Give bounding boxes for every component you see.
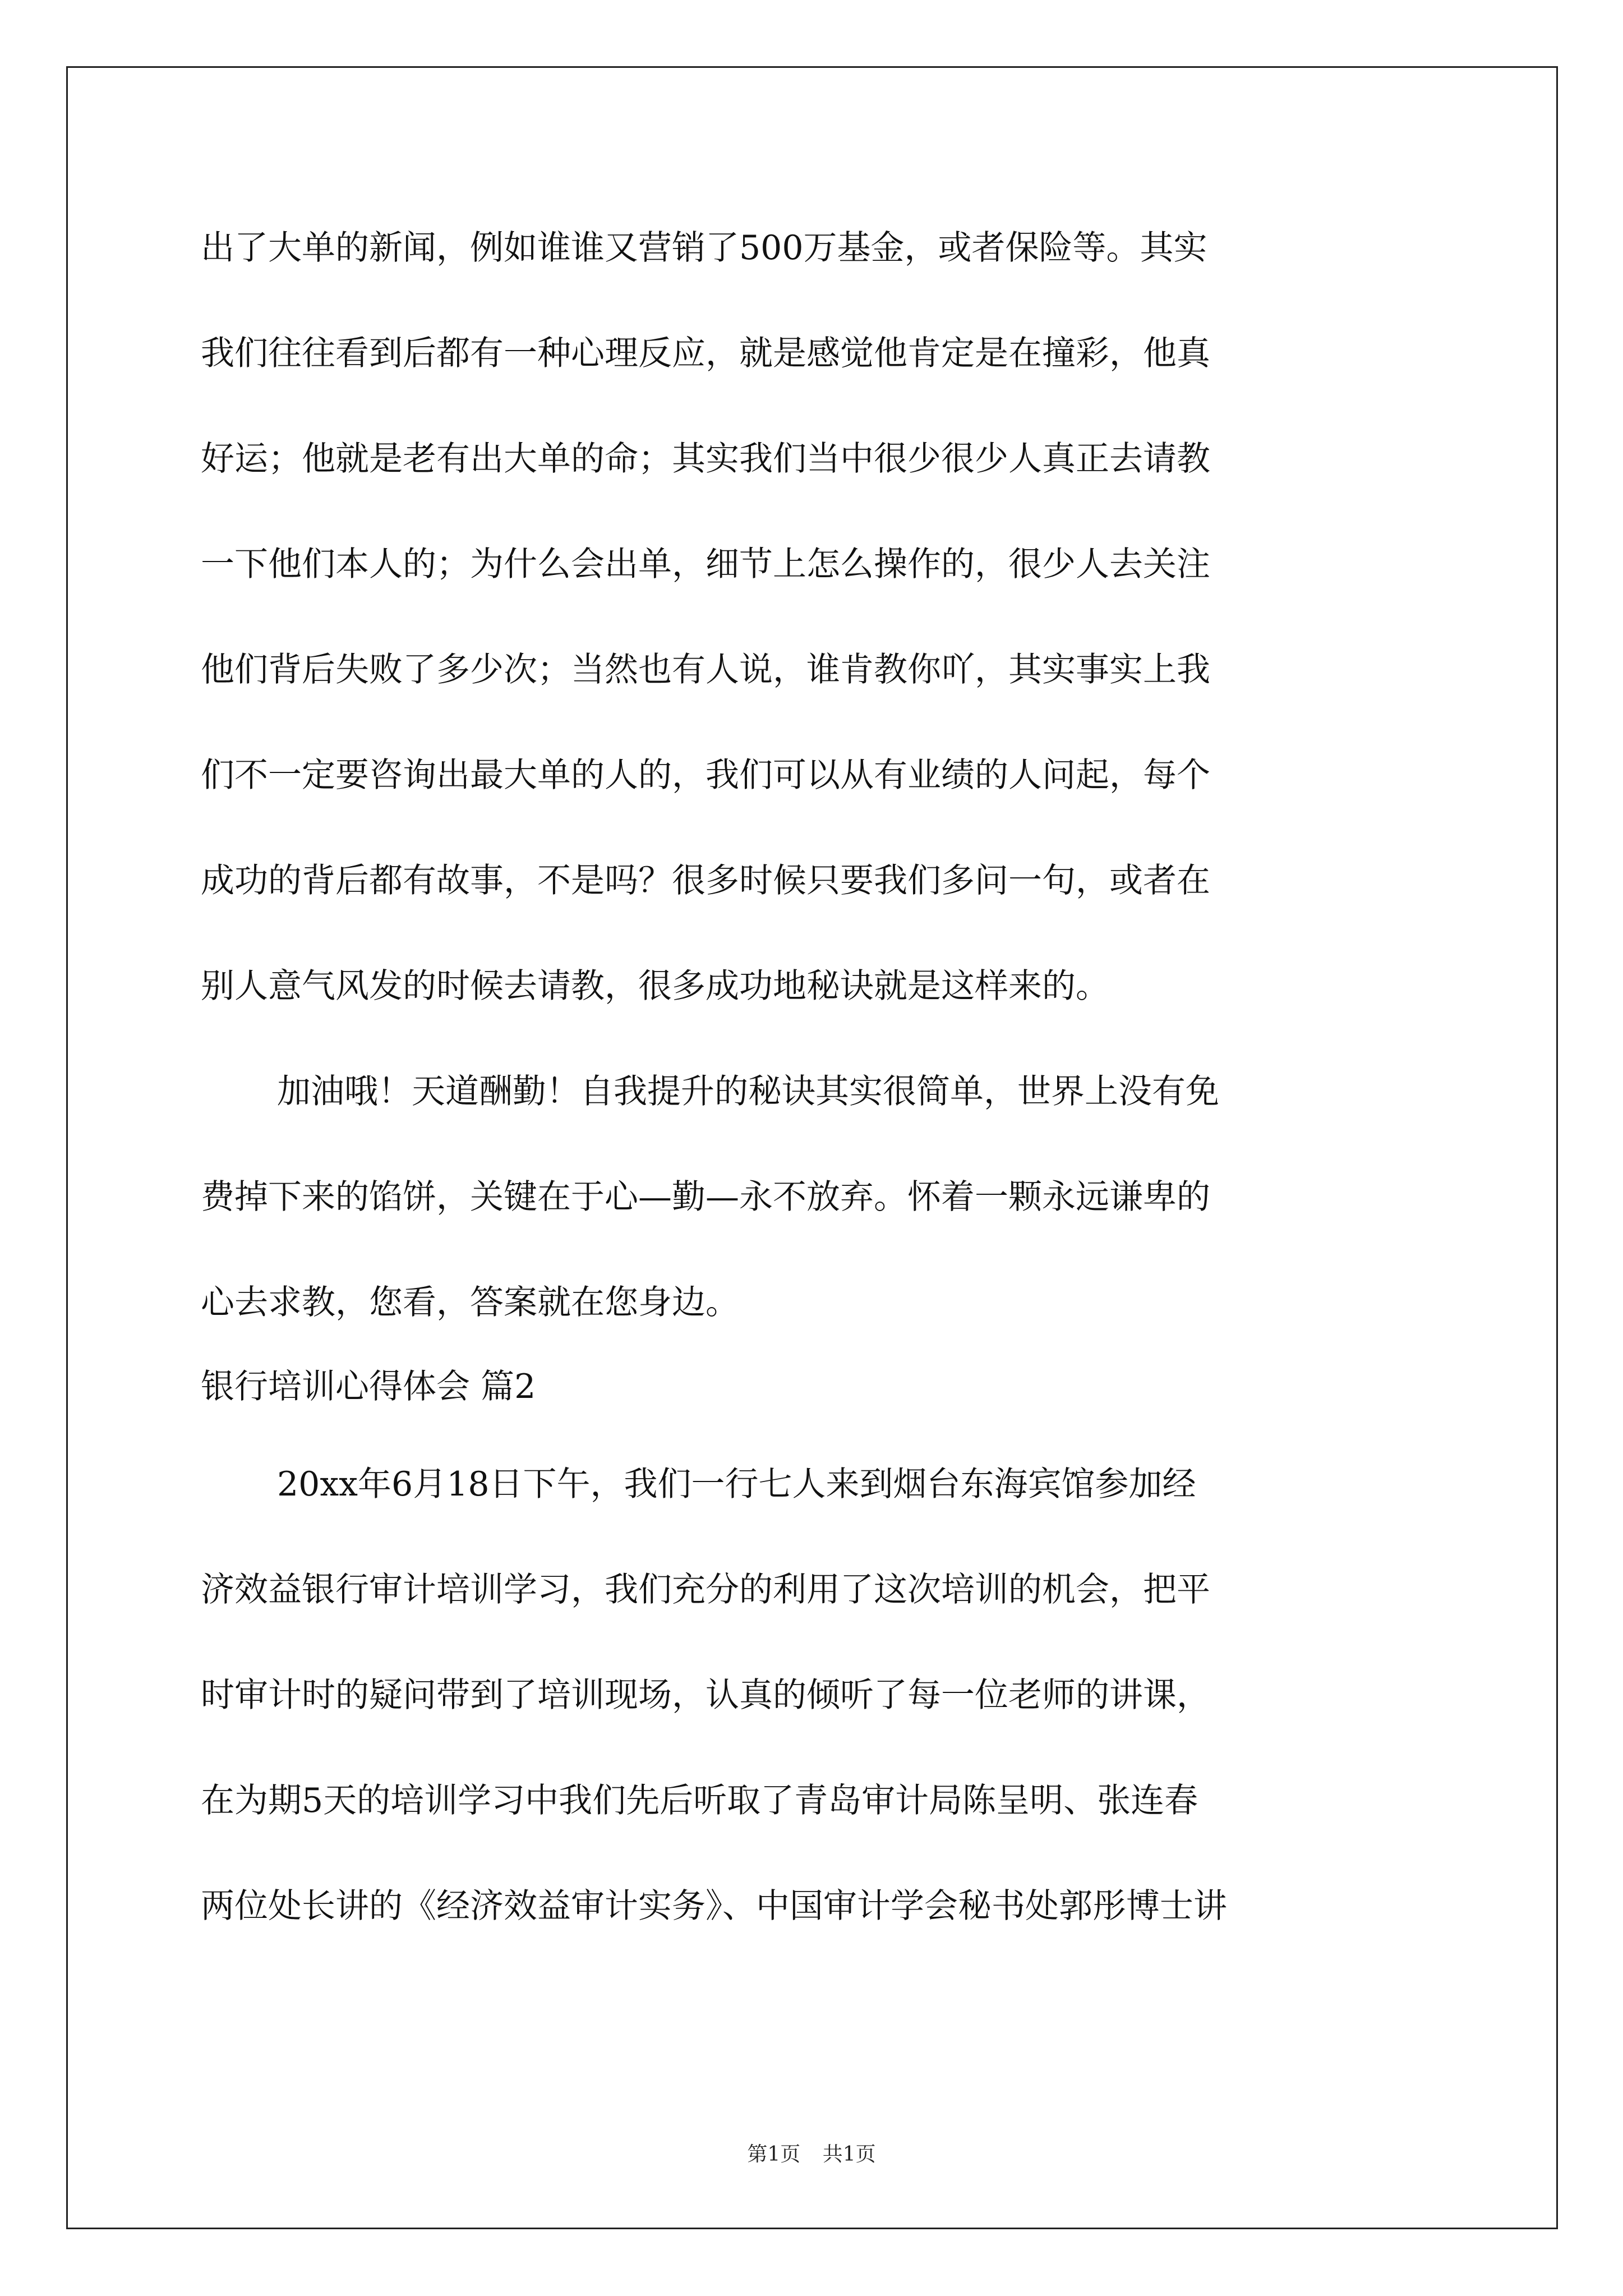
- text-line: 济效益银行审计培训学习，我们充分的利用了这次培训的机会，把平: [201, 1570, 1210, 1609]
- text-line: 别人意气风发的时候去请教，很多成功地秘诀就是这样来的。: [201, 967, 1109, 1006]
- page-total: 共1页: [822, 2143, 876, 2166]
- text-line: 心去求教，您看，答案就在您身边。: [201, 1283, 739, 1322]
- page-number: 第1页: [747, 2143, 801, 2166]
- text-line: 费掉下来的馅饼，关键在于心—勤—永不放弃。怀着一颗永远谦卑的: [201, 1177, 1210, 1217]
- text-line: 两位处长讲的《经济效益审计实务》、中国审计学会秘书处郭彤博士讲: [201, 1887, 1227, 1926]
- text-line: 20xx年6月18日下午，我们一行七人来到烟台东海宾馆参加经: [277, 1465, 1196, 1504]
- text-line: 一下他们本人的；为什么会出单，细节上怎么操作的，很少人去关注: [201, 545, 1210, 584]
- text-line: 时审计时的疑问带到了培训现场，认真的倾听了每一位老师的讲课，: [201, 1676, 1210, 1715]
- text-line: 好运；他就是老有出大单的命；其实我们当中很少很少人真正去请教: [201, 439, 1210, 478]
- text-line: 出了大单的新闻，例如谁谁又营销了500万基金，或者保险等。其实: [201, 228, 1207, 268]
- text-line: 们不一定要咨询出最大单的人的，我们可以从有业绩的人问起，每个: [201, 756, 1210, 795]
- page-footer: [0, 2138, 1623, 2167]
- section-heading: 银行培训心得体会 篇2: [201, 1367, 536, 1406]
- text-line: 在为期5天的培训学习中我们先后听取了青岛审计局陈呈明、张连春: [201, 1781, 1198, 1820]
- text-line: 成功的背后都有故事，不是吗？很多时候只要我们多问一句，或者在: [201, 861, 1210, 900]
- text-line: 加油哦！天道酬勤！自我提升的秘诀其实很简单，世界上没有免: [277, 1072, 1219, 1111]
- text-line: 我们往往看到后都有一种心理反应，就是感觉他肯定是在撞彩，他真: [201, 334, 1210, 373]
- text-line: 他们背后失败了多少次；当然也有人说，谁肯教你吖，其实事实上我: [201, 650, 1210, 689]
